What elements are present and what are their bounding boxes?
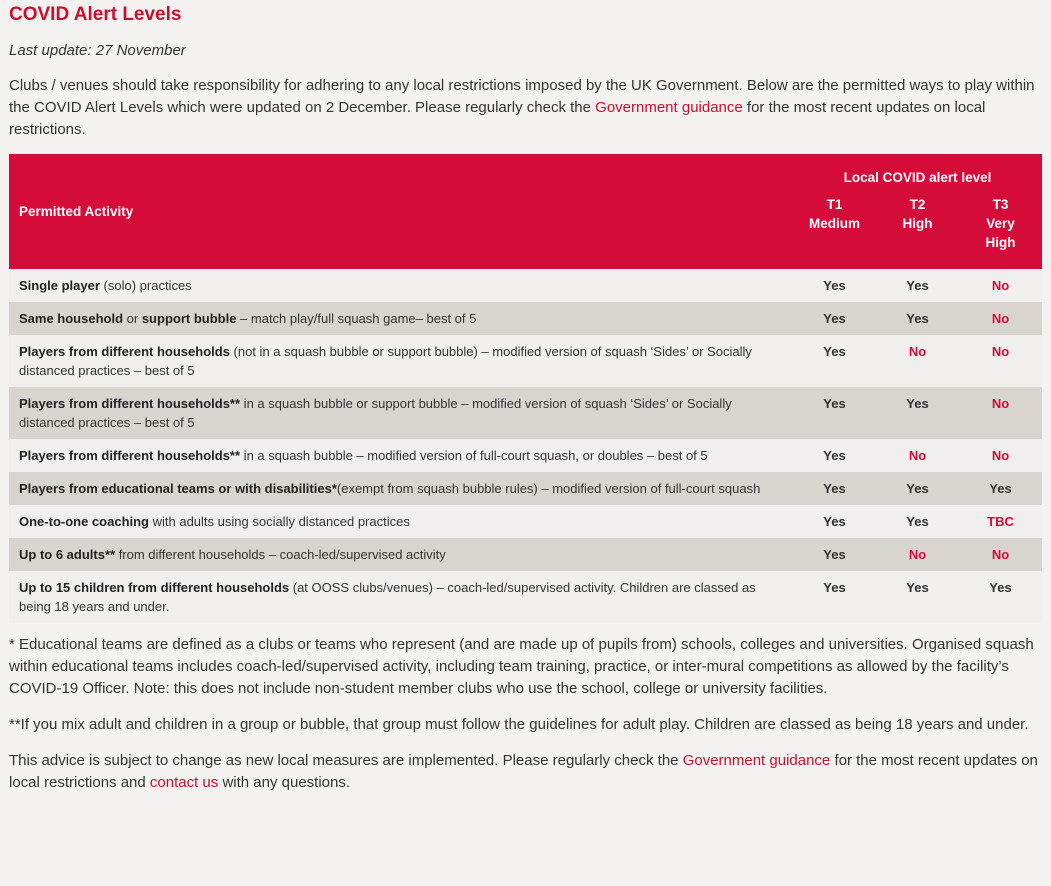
activity-bold: Players from different households**: [19, 396, 241, 411]
level-t1-value: Yes: [793, 439, 876, 472]
activity-cell: [9, 571, 793, 623]
intro-text-end: for the most recent updates on local restrictions.: [9, 99, 986, 138]
activity-bold: Players from different households**: [19, 448, 241, 463]
table-row: [9, 387, 1042, 439]
level-t3-value: No: [959, 335, 1042, 387]
footnote-educational-teams: * Educational teams are defined as a clubs or teams who represent (and are made up of pupils from) schools, colleges and universities. Organised squash within educational teams includes coach-led/supervised activity, including team training, practice, or inter-mural competitions as allowed by the facility’s COVID-19 Officer. Note: this does not include non-student member clubs who use the school, college or university facilities.: [9, 636, 1034, 697]
level-t3-header: [959, 195, 1042, 269]
level-t1-value: Yes: [793, 387, 876, 439]
level-t1-code: T1: [826, 197, 843, 212]
level-t1-name: Medium: [808, 216, 860, 231]
level-t3-value: No: [959, 439, 1042, 472]
level-t3-value: TBC: [959, 505, 1042, 538]
closing-text: This advice is subject to change as new local measures are implemented. Please regularly check the: [9, 752, 683, 769]
activity-bold: Up to 6 adults**: [19, 547, 116, 562]
last-update: Last update: 27 November: [9, 42, 186, 59]
activity-rest: in a squash bubble or support bubble – modified version of squash ‘Sides’ or Socially distanced practices – best of 5: [19, 396, 732, 430]
level-t2-value: No: [876, 439, 959, 472]
level-t3-value: Yes: [959, 571, 1042, 623]
level-t2-name: High: [902, 216, 933, 231]
alert-level-group-header: Local COVID alert level: [793, 154, 1042, 195]
activity-cell: [9, 302, 793, 335]
activity-cell: [9, 335, 793, 387]
activity-cell: [9, 439, 793, 472]
activity-rest: (exempt from squash bubble rules) – modified version of full-court squash: [336, 481, 761, 496]
intro-paragraph: [9, 75, 1042, 141]
level-t2-value: Yes: [876, 302, 959, 335]
activity-bold: Single player: [19, 278, 100, 293]
level-t2-value: No: [876, 335, 959, 387]
level-t2-value: Yes: [876, 505, 959, 538]
level-t2-value: Yes: [876, 387, 959, 439]
level-t1-value: Yes: [793, 505, 876, 538]
activity-cell: [9, 472, 793, 505]
level-t2-value: Yes: [876, 571, 959, 623]
activity-cell: [9, 387, 793, 439]
table-row: [9, 571, 1042, 623]
permitted-activity-header: Permitted Activity: [9, 154, 793, 269]
level-t2-code: T2: [909, 197, 926, 212]
table-row: [9, 269, 1042, 302]
government-guidance-link-2[interactable]: Government guidance: [682, 752, 831, 769]
level-t1-value: Yes: [793, 269, 876, 302]
activity-cell: [9, 538, 793, 571]
activity-bold: One-to-one coaching: [19, 514, 149, 529]
activity-cell: [9, 269, 793, 302]
footnote-mixed-groups: **If you mix adult and children in a group or bubble, that group must follow the guidelines for adult play. Children are classed as being 18 years and under.: [9, 716, 1029, 733]
level-t1-value: Yes: [793, 472, 876, 505]
activity-cell: [9, 505, 793, 538]
level-t3-name-line2: High: [985, 235, 1016, 250]
table-row: [9, 538, 1042, 571]
level-t3-value: No: [959, 302, 1042, 335]
activity-bold: Same household: [19, 311, 124, 326]
level-t1-value: Yes: [793, 571, 876, 623]
activity-rest: with adults using socially distanced practices: [149, 514, 410, 529]
table-row: [9, 472, 1042, 505]
intro-text: Clubs / venues should take responsibility for adhering to any local restrictions imposed by the UK Government. Below are the permitted ways to play within the COVID Alert Levels which were updated on 2 December. Please regularly check the: [9, 77, 1035, 116]
level-t1-header: [793, 195, 876, 269]
level-t2-header: [876, 195, 959, 269]
level-t3-value: No: [959, 387, 1042, 439]
level-t1-value: Yes: [793, 335, 876, 387]
activity-rest: (at OOSS clubs/venues) – coach-led/supervised activity. Children are classed as being 18 years and under.: [19, 580, 756, 614]
level-t3-code: T3: [992, 197, 1009, 212]
activity-rest: – match play/full squash game– best of 5: [236, 311, 477, 326]
level-t3-name: Very: [986, 216, 1015, 231]
activity-bold2: support bubble: [141, 311, 237, 326]
activity-mid: or: [123, 311, 142, 326]
table-row: [9, 335, 1042, 387]
level-t2-value: Yes: [876, 472, 959, 505]
activity-rest: in a squash bubble – modified version of full-court squash, or doubles – best of 5: [240, 448, 708, 463]
closing-text-mid: for the most recent updates on local restrictions and: [9, 752, 1038, 791]
table-row: [9, 505, 1042, 538]
contact-us-link[interactable]: contact us: [149, 774, 219, 791]
activity-bold: Up to 15 children from different households: [19, 580, 290, 595]
activity-bold: Players from educational teams or with disabilities*: [19, 481, 337, 496]
closing-paragraph: [9, 750, 1042, 794]
activity-rest: (solo) practices: [99, 278, 192, 293]
alert-level-table: [9, 154, 1042, 623]
table-row: [9, 302, 1042, 335]
level-t3-value: No: [959, 538, 1042, 571]
page-title: COVID Alert Levels: [9, 4, 182, 25]
activity-rest: from different households – coach-led/supervised activity: [115, 547, 446, 562]
level-t2-value: No: [876, 538, 959, 571]
level-t1-value: Yes: [793, 302, 876, 335]
activity-bold: Players from different households: [19, 344, 230, 359]
activity-rest: (not in a squash bubble or support bubble) – modified version of squash ‘Sides’ or Socially distanced practices – best of 5: [19, 344, 752, 378]
government-guidance-link[interactable]: Government guidance: [595, 99, 743, 116]
closing-text-end: with any questions.: [218, 774, 351, 791]
level-t3-value: Yes: [959, 472, 1042, 505]
level-t1-value: Yes: [793, 538, 876, 571]
table-body: [9, 269, 1042, 623]
level-t2-value: Yes: [876, 269, 959, 302]
table-row: [9, 439, 1042, 472]
level-t3-value: No: [959, 269, 1042, 302]
